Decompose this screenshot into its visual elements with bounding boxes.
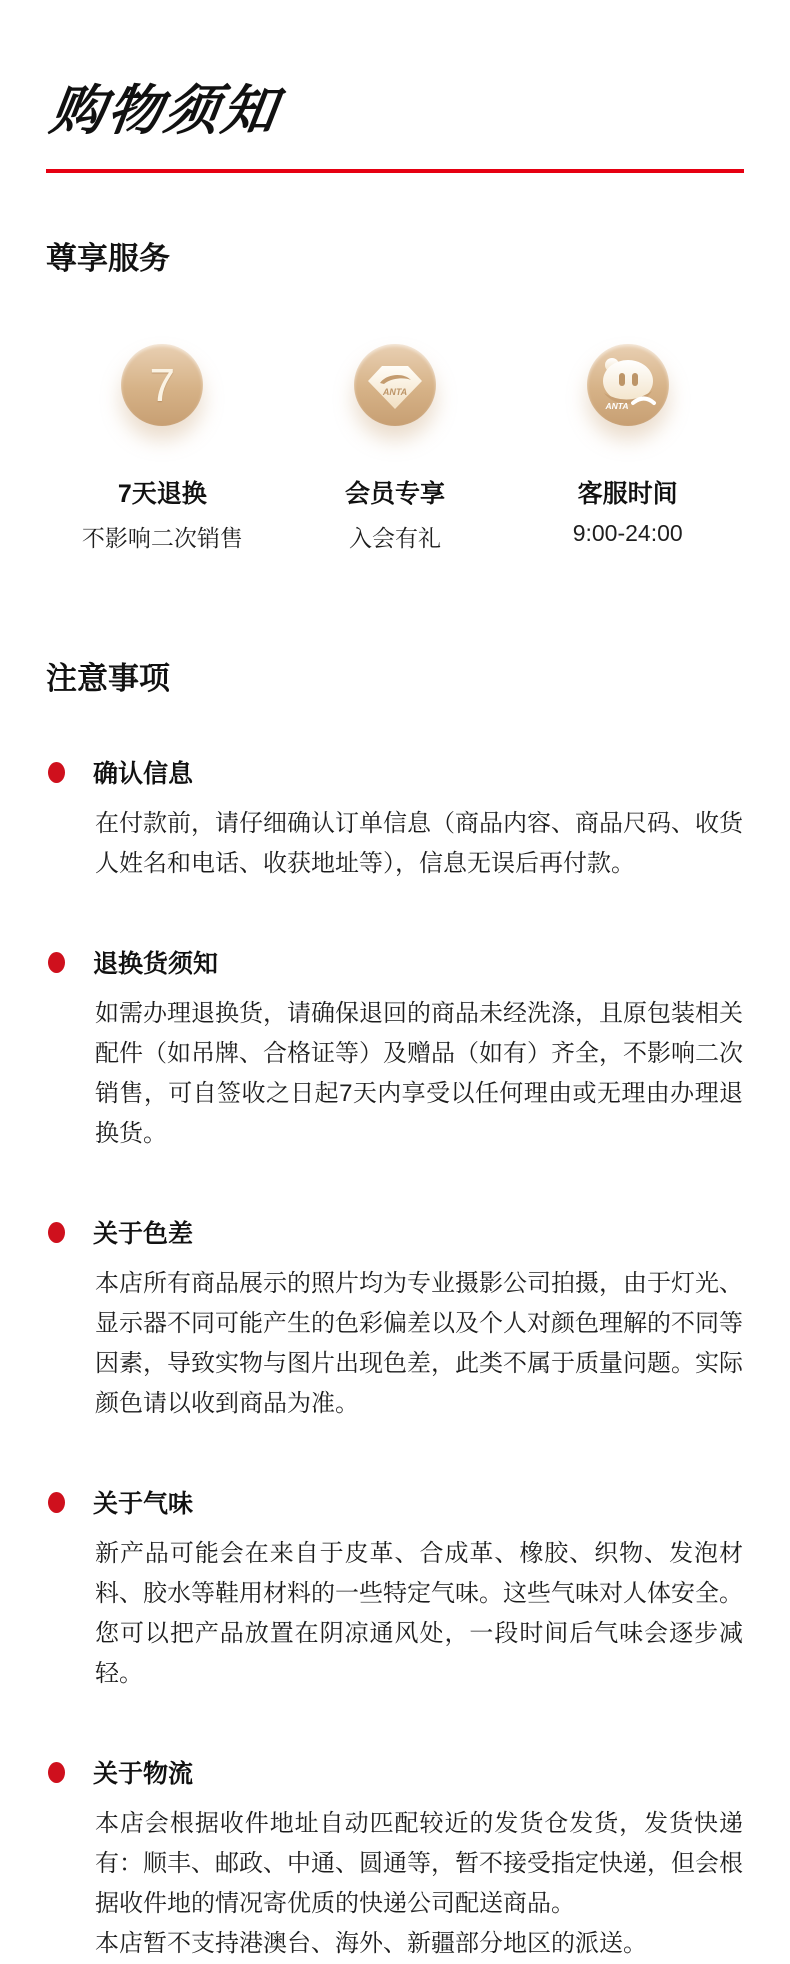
svg-text:ANTA: ANTA	[605, 401, 629, 411]
note-confirm-info	[46, 754, 744, 884]
note-body: 本店所有商品展示的照片均为专业摄影公司拍摄，由于灯光、显示器不同可能产生的色彩偏差以及个人对颜色理解的不同等因素，导致实物与图片出现色差，此类不属于质量问题。实际颜色请以收到商品为准。	[95, 1270, 743, 1417]
notes-list	[46, 754, 744, 1964]
service-subtitle: 9:00-24:00	[572, 520, 683, 546]
note-return-policy	[46, 944, 744, 1154]
customer-service-mascot-glyph	[587, 344, 669, 426]
service-item-customer-service	[511, 344, 744, 553]
service-item-7day-return	[46, 344, 279, 553]
seven-glyph: 7	[149, 359, 176, 411]
services-row	[46, 344, 744, 553]
note-title: 确认信息	[93, 760, 194, 788]
service-title: 7天退换	[117, 480, 207, 508]
red-bullet-icon	[48, 1762, 65, 1783]
title-underline	[46, 169, 744, 173]
note-body: 本店会根据收件地址自动匹配较近的发货仓发货，发货快递有：顺丰、邮政、中通、圆通等，暂不接受指定快递，但会根据收件地的情况寄优质的快递公司配送商品。	[95, 1810, 743, 1917]
customer-service-mascot-icon	[587, 344, 669, 426]
note-body: 新产品可能会在来自于皮革、合成革、橡胶、织物、发泡材料、胶水等鞋用材料的一些特定气味。这些气味对人体安全。您可以把产品放置在阴凉通风处，一段时间后气味会逐步减轻。	[95, 1540, 743, 1687]
note-body: 在付款前，请仔细确认订单信息（商品内容、商品尺码、收货人姓名和电话、收获地址等），信息无误后再付款。	[95, 810, 743, 877]
note-logistics	[46, 1754, 744, 1964]
note-title: 关于气味	[93, 1490, 194, 1518]
page-title: 购物须知	[46, 81, 283, 141]
seven-day-return-icon	[121, 344, 203, 426]
svg-text:ANTA: ANTA	[382, 387, 408, 397]
note-body-line2: 本店暂不支持港澳台、海外、新疆部分地区的派送。	[95, 1930, 647, 1957]
services-section-heading: 尊享服务	[46, 241, 170, 276]
service-title: 会员专享	[345, 480, 446, 508]
red-bullet-icon	[48, 762, 65, 783]
note-color-difference	[46, 1214, 744, 1424]
member-diamond-icon	[354, 344, 436, 426]
red-bullet-icon	[48, 1492, 65, 1513]
service-item-member	[279, 344, 512, 553]
notes-section-heading: 注意事项	[46, 661, 170, 696]
note-title: 关于色差	[93, 1220, 194, 1248]
red-bullet-icon	[48, 952, 65, 973]
service-subtitle: 入会有礼	[349, 525, 441, 551]
service-title: 客服时间	[577, 480, 678, 508]
note-body: 如需办理退换货，请确保退回的商品未经洗涤，且原包装相关配件（如吊牌、合格证等）及赠品（如有）齐全，不影响二次销售，可自签收之日起7天内享受以任何理由或无理由办理退换货。	[95, 1000, 743, 1147]
member-diamond-glyph	[354, 344, 436, 426]
service-subtitle: 不影响二次销售	[81, 525, 243, 551]
red-bullet-icon	[48, 1222, 65, 1243]
note-odor	[46, 1484, 744, 1694]
note-title: 关于物流	[93, 1760, 194, 1788]
note-title: 退换货须知	[93, 950, 219, 978]
